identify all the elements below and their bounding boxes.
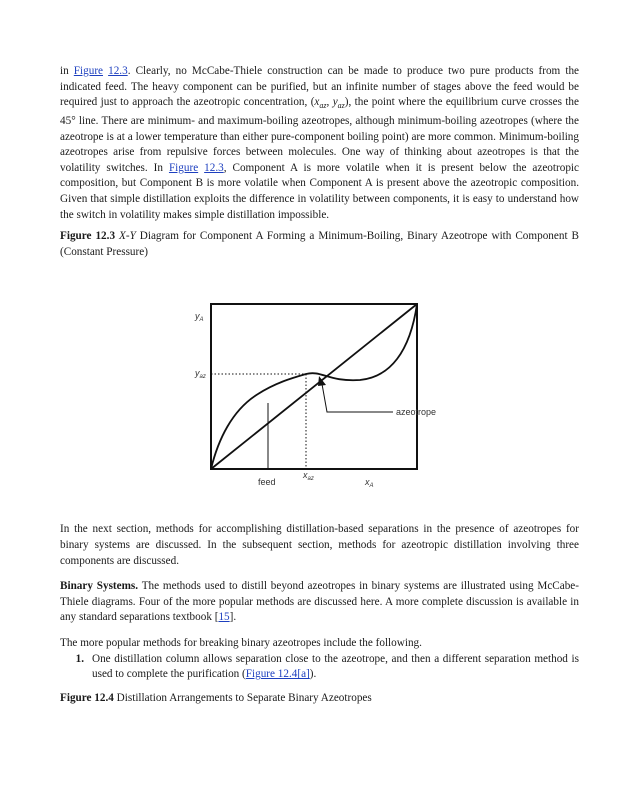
- list-item-number: 1.: [75, 652, 84, 665]
- feed-label: feed: [258, 477, 276, 488]
- binary-systems-paragraph: Binary Systems. The methods used to distill beyond azeotropes in binary systems are illustrated using McCabe-Thiele diagrams. Four of the more popular methods are discussed here. A more complete discussion is available in any standard separations textbook [15].: [60, 580, 579, 624]
- figure-12-3-caption: Figure 12.3 X-Y Diagram for Component A Forming a Minimum-Boiling, Binary Azeotrope with Component B (Constant Pressure): [60, 230, 579, 258]
- figure-12-3-link[interactable]: Figure: [73, 65, 104, 77]
- figure-12-3-number-link[interactable]: 12.3: [108, 65, 128, 77]
- list-item: [42, 652, 579, 683]
- reference-15-link[interactable]: 15: [218, 611, 230, 624]
- figure-12-4-caption: Figure 12.4 Distillation Arrangements to Separate Binary Azeotropes: [60, 691, 372, 704]
- xy-diagram-svg: [60, 272, 579, 512]
- figure-12-4a-link[interactable]: Figure 12.4[a]: [245, 668, 310, 681]
- next-section-paragraph: In the next section, methods for accomplishing distillation-based separations in the presence of azeotropes for binary systems are discussed. In the subsequent section, methods for azeotropic distillation involving three components are discussed.: [60, 523, 579, 567]
- azeotrope-label: azeotrope: [396, 407, 437, 418]
- figure-12-3-number-link-2[interactable]: 12.3: [204, 161, 224, 174]
- figure-12-3-diagram: [60, 272, 579, 512]
- binary-systems-heading: Binary Systems.: [60, 580, 139, 593]
- y-axis-label: $y_A$: [195, 311, 204, 324]
- xaz-label: $x_{az}$: [303, 470, 314, 483]
- intro-paragraph: in Figure 12.3. Clearly, no McCabe-Thiele construction can be made to produce two pure products from the indicated feed. The heavy component can be purified, but an infinite number of stages above the feed would be required just to approach the azeotropic concentration, ($x_{az}$, $y_{az}$), the point where the equilibrium curve crosses the 45° line. There are minimum- and maximum-boiling azeotropes, although minimum-boiling azeotropes (where the azeotrope is at a lower temperature than either pure-component boiling point) are more common. Minimum-boiling azeotropes arise from repulsive forces between molecules. One way of thinking about azeotropes is that the volatility switches. In Figure 12.3, Component A is more volatile when it is present below the azeotropic composition, but Component B is more volatile when Component A is present above the azeotropic composition. Given that simple distillation exploits the difference in volatility between components, it is easy to understand how the switch in volatility makes simple distillation impossible.: [60, 65, 580, 221]
- figure-12-3-link-2[interactable]: Figure: [168, 161, 199, 174]
- diagonal-45-line: [211, 304, 417, 469]
- azeotrope-pointer: [322, 384, 393, 412]
- x-axis-label: $x_A$: [365, 477, 374, 490]
- yaz-label: $y_{az}$: [195, 368, 206, 381]
- methods-intro-paragraph: The more popular methods for breaking binary azeotropes include the following.: [60, 636, 422, 649]
- document-page: [60, 64, 579, 706]
- list-item-text: One distillation column allows separation close to the azeotrope, and then a different separation method is used to complete the purification (Figure 12.4[a]).: [92, 652, 579, 681]
